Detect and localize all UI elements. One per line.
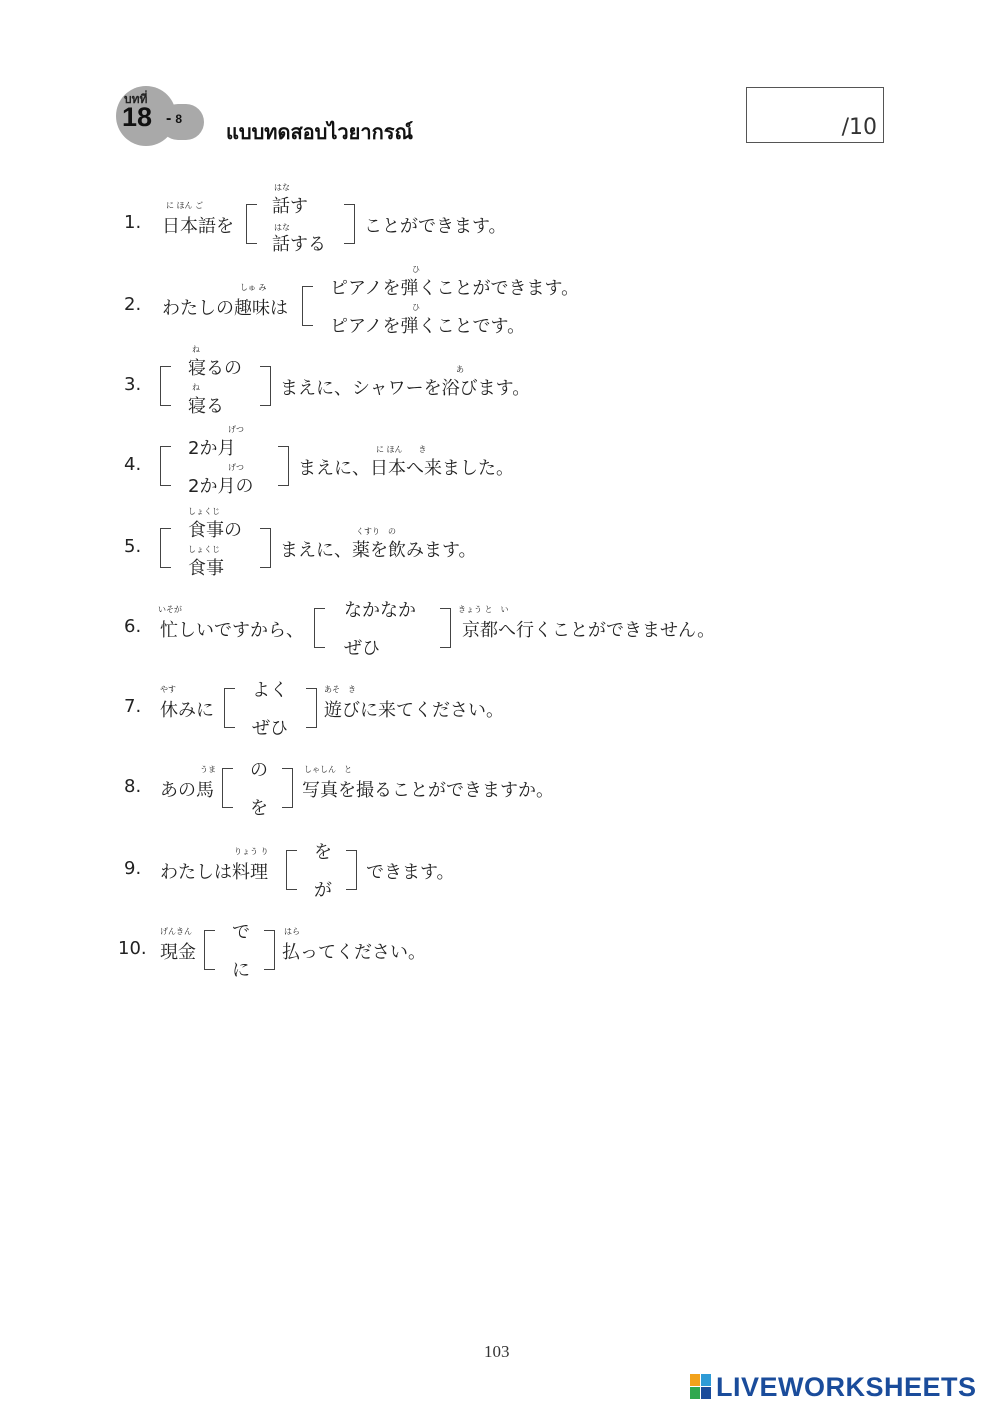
option-a-text: 食事の bbox=[188, 520, 242, 541]
option-a[interactable] bbox=[188, 516, 242, 542]
liveworksheets-logo-icon bbox=[690, 1374, 712, 1400]
bracket-left bbox=[224, 688, 235, 728]
option-a-ruby: ひ bbox=[412, 265, 420, 274]
question-number: 5. bbox=[124, 536, 142, 557]
suffix-ruby: あ bbox=[456, 365, 464, 374]
option-b-text: 寝る bbox=[188, 396, 224, 417]
option-b-text: ぜひ bbox=[252, 718, 288, 739]
suffix-ruby: に ほん き bbox=[376, 445, 427, 454]
question-suffix: 写真を撮ることができますか。 bbox=[302, 780, 554, 801]
option-b[interactable] bbox=[252, 714, 288, 740]
question-prefix: 日本語を bbox=[162, 216, 234, 237]
badge-sub-number: 8 bbox=[175, 112, 183, 126]
option-a[interactable] bbox=[344, 596, 416, 622]
question-number: 1. bbox=[124, 212, 142, 233]
badge-label: บทที่ bbox=[124, 92, 148, 106]
option-b-text: 食事 bbox=[188, 558, 224, 579]
bracket-left bbox=[160, 528, 171, 568]
bracket-right bbox=[264, 930, 275, 970]
option-b[interactable] bbox=[250, 794, 268, 820]
option-a[interactable] bbox=[272, 192, 308, 218]
prefix-ruby: うま bbox=[200, 765, 216, 774]
suffix-ruby: はら bbox=[284, 927, 300, 936]
bracket-right bbox=[346, 850, 357, 890]
bracket-right bbox=[440, 608, 451, 648]
option-b[interactable] bbox=[188, 472, 253, 498]
option-b-text: に bbox=[232, 960, 250, 981]
bracket-right bbox=[278, 446, 289, 486]
option-b-ruby: はな bbox=[274, 223, 290, 232]
option-a-text: なかなか bbox=[344, 600, 416, 621]
badge-dash: - bbox=[166, 110, 172, 127]
question-suffix: 払ってください。 bbox=[282, 942, 426, 963]
liveworksheets-text: LIVEWORKSHEETS bbox=[716, 1371, 977, 1402]
suffix-ruby: くすり の bbox=[356, 527, 396, 536]
bracket-right bbox=[344, 204, 355, 244]
option-a-ruby: げつ bbox=[228, 425, 244, 434]
page-title: แบบทดสอบไวยากรณ์ bbox=[226, 120, 414, 144]
badge-sub bbox=[166, 110, 182, 128]
option-a-text: ピアノを弾くことができます。 bbox=[330, 278, 580, 299]
question-number: 3. bbox=[124, 374, 142, 395]
suffix-ruby: きょう と い bbox=[458, 605, 509, 614]
bracket-left bbox=[160, 446, 171, 486]
option-b[interactable] bbox=[314, 876, 332, 902]
question-suffix: 京都へ行くことができません。 bbox=[462, 620, 716, 641]
question-suffix: まえに、薬を飲みます。 bbox=[280, 540, 477, 561]
option-b[interactable] bbox=[188, 392, 224, 418]
option-b-text: ピアノを弾くことです。 bbox=[330, 316, 526, 337]
option-b-text: が bbox=[314, 880, 332, 901]
suffix-ruby: しゃしん と bbox=[304, 765, 352, 774]
lesson-badge bbox=[116, 86, 202, 146]
option-a[interactable] bbox=[250, 756, 268, 782]
bracket-left bbox=[204, 930, 215, 970]
badge-number: 18 bbox=[122, 102, 153, 132]
question-prefix: あの馬 bbox=[160, 780, 214, 801]
option-a-text: で bbox=[232, 922, 250, 943]
option-a[interactable] bbox=[252, 676, 288, 702]
prefix-ruby: りょう り bbox=[234, 847, 269, 856]
option-a-text: 寝るの bbox=[188, 358, 242, 379]
option-b-ruby: ひ bbox=[412, 303, 420, 312]
suffix-ruby: あそ き bbox=[324, 685, 356, 694]
prefix-ruby: しゅ み bbox=[240, 283, 267, 292]
option-a-text: の bbox=[250, 760, 268, 781]
question-number: 7. bbox=[124, 696, 142, 717]
bracket-right bbox=[260, 366, 271, 406]
bracket-left bbox=[314, 608, 325, 648]
liveworksheets-watermark bbox=[690, 1372, 977, 1402]
question-suffix: まえに、シャワーを浴びます。 bbox=[280, 378, 531, 399]
option-b-text: 話する bbox=[272, 234, 326, 255]
score-box bbox=[746, 87, 884, 143]
score-total: /10 bbox=[841, 115, 877, 140]
option-b[interactable] bbox=[188, 554, 224, 580]
bracket-left bbox=[286, 850, 297, 890]
question-suffix: できます。 bbox=[366, 862, 455, 883]
option-b[interactable] bbox=[232, 956, 250, 982]
option-a-text: 話す bbox=[272, 196, 308, 217]
bracket-right bbox=[306, 688, 317, 728]
question-prefix: 現金 bbox=[160, 942, 196, 963]
prefix-ruby: に ほん ご bbox=[166, 201, 204, 210]
question-suffix: まえに、日本へ来ました。 bbox=[298, 458, 514, 479]
question-number: 6. bbox=[124, 616, 142, 637]
question-number: 10. bbox=[118, 938, 147, 959]
bracket-left bbox=[222, 768, 233, 808]
option-a[interactable] bbox=[188, 434, 235, 460]
question-prefix: 休みに bbox=[160, 700, 214, 721]
option-b-ruby: げつ bbox=[228, 463, 244, 472]
question-suffix: ことができます。 bbox=[364, 216, 507, 237]
option-a-ruby: ね bbox=[192, 345, 200, 354]
bracket-left bbox=[246, 204, 257, 244]
question-prefix: 忙しいですから、 bbox=[160, 620, 304, 641]
question-number: 4. bbox=[124, 454, 142, 475]
option-a-text: を bbox=[314, 842, 332, 863]
question-number: 9. bbox=[124, 858, 142, 879]
option-b-ruby: しょくじ bbox=[188, 545, 220, 554]
option-b[interactable] bbox=[272, 230, 326, 256]
option-b-text: 2か月の bbox=[188, 476, 254, 497]
question-suffix: 遊びに来てください。 bbox=[324, 700, 504, 721]
option-a-text: 2か月 bbox=[188, 438, 236, 459]
prefix-ruby: げんきん bbox=[160, 927, 192, 936]
option-a-ruby: しょくじ bbox=[188, 507, 220, 516]
prefix-ruby: やす bbox=[160, 685, 176, 694]
option-a-text: よく bbox=[252, 680, 288, 701]
option-b[interactable] bbox=[344, 634, 380, 660]
option-b[interactable] bbox=[330, 312, 525, 338]
option-a[interactable] bbox=[232, 918, 250, 944]
question-number: 2. bbox=[124, 294, 142, 315]
option-a[interactable] bbox=[330, 274, 579, 300]
question-prefix: わたしの趣味は bbox=[162, 298, 288, 319]
bracket-right bbox=[260, 528, 271, 568]
question-number: 8. bbox=[124, 776, 142, 797]
option-b-ruby: ね bbox=[192, 383, 200, 392]
bracket-right bbox=[282, 768, 293, 808]
bracket-left bbox=[302, 286, 313, 326]
question-prefix: わたしは料理 bbox=[160, 862, 268, 883]
option-a-ruby: はな bbox=[274, 183, 290, 192]
page-number: 103 bbox=[484, 1342, 510, 1361]
prefix-ruby: いそが bbox=[158, 605, 182, 614]
option-b-text: を bbox=[250, 798, 268, 819]
bracket-left bbox=[160, 366, 171, 406]
option-a[interactable] bbox=[314, 838, 332, 864]
option-a[interactable] bbox=[188, 354, 242, 380]
option-b-text: ぜひ bbox=[344, 638, 380, 659]
